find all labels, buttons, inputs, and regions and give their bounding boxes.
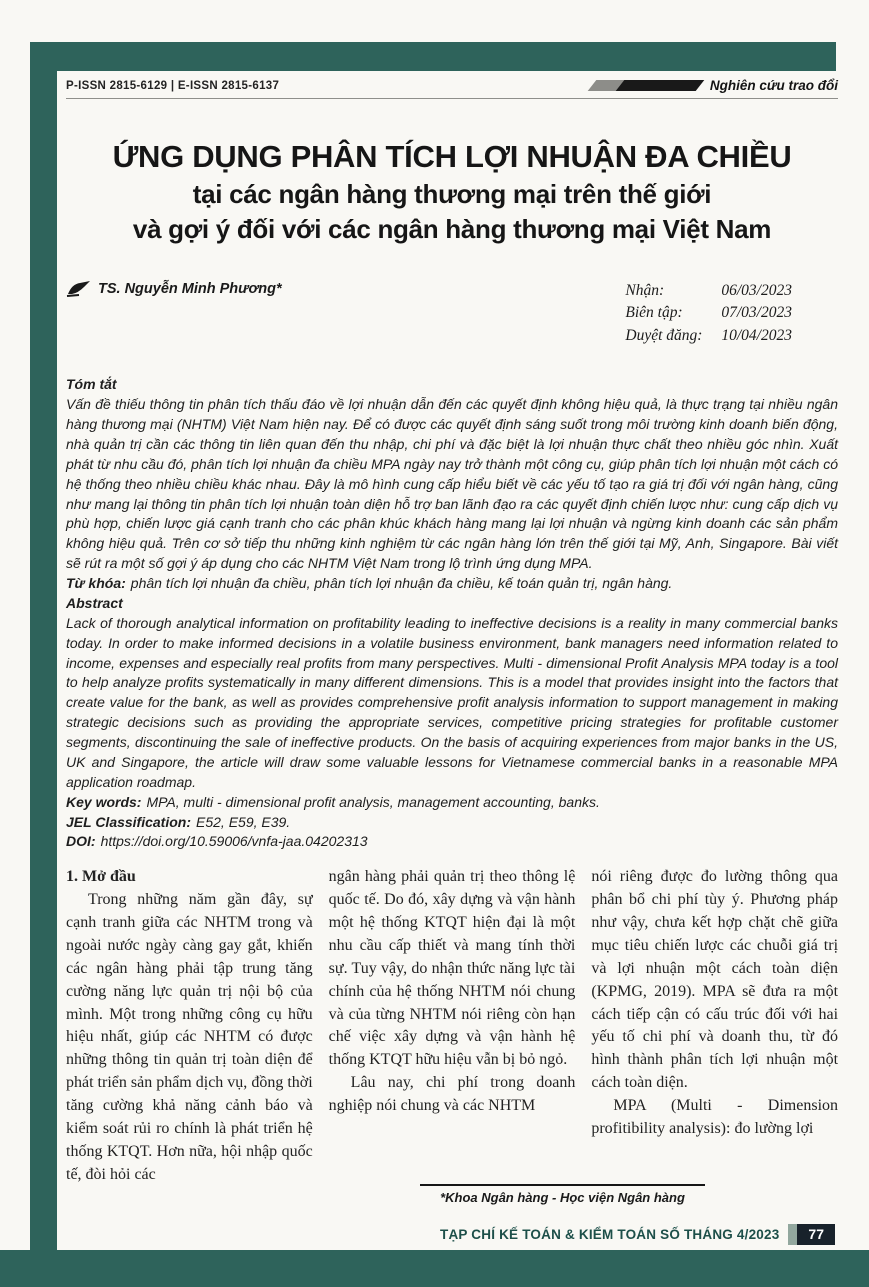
journal-footer-title: TẠP CHÍ KẾ TOÁN & KIỂM TOÁN SỐ THÁNG 4/2023: [440, 1227, 780, 1242]
jel-value: E52, E59, E39.: [196, 813, 291, 830]
section-1-heading: 1. Mở đầu: [66, 868, 136, 886]
title-line-3: và gợi ý đối với các ngân hàng thương mại Việt Nam: [132, 213, 772, 244]
doi-value: https://doi.org/10.59006/vnfa-jaa.04202313: [100, 833, 368, 850]
abstract-en-heading: Abstract: [66, 594, 123, 611]
keywords-en-line: [66, 793, 838, 813]
page-number-box: [788, 1224, 835, 1245]
col2-paragraph-2: Lâu nay, chi phí trong doanh nghiệp nói chung và các NHTM: [328, 1074, 576, 1115]
title-line-1: ỨNG DỤNG PHÂN TÍCH LỢI NHUẬN ĐA CHIỀU: [112, 139, 792, 174]
date-received: [625, 280, 792, 302]
body-column-3: [591, 866, 838, 1238]
author-name: TS. Nguyễn Minh Phương*: [98, 280, 282, 297]
col2-paragraph-1: ngân hàng phải quản trị theo thông lệ quốc tế. Do đó, xây dựng và vận hành một hệ thống KTQT hiện đại là một nhu cầu cấp thiết và mang tính thời sự. Tuy vậy, do nhận thức năng lực tài chính của hệ thống NHTM nói chung và của từng NHTM nói riêng còn hạn chế việc xây dựng và vận hành hệ thống KTQT hữu hiệu vẫn bị bỏ ngỏ.: [328, 868, 576, 1069]
date-edited-value: 07/03/2023: [721, 304, 792, 322]
abstract-vi-heading: Tóm tắt: [66, 376, 117, 393]
date-approved-label: Duyệt đăng:: [625, 326, 703, 344]
abstract-block: [66, 375, 838, 852]
dates-block: [625, 280, 792, 347]
page-border-left: [30, 42, 57, 1287]
section-tag: [592, 78, 838, 93]
col3-paragraph-1: nói riêng được đo lường thông qua phân bổ chi phí tùy ý. Phương pháp như vậy, chưa kết hợp chặt chẽ giữa mục tiêu chiến lược các chuỗi giá trị và lợi nhuận một cách toàn diện (KPMG, 2019). MPA sẽ đưa ra một cách tiếp cận có cấu trúc đối với hai yếu tố chi phí và doanh thu, từ đó hình thành phân tích lợi nhuận một cách toàn diện.: [591, 868, 839, 1092]
body-column-2: [329, 866, 576, 1238]
issn-text: P-ISSN 2815-6129 | E-ISSN 2815-6137: [66, 79, 280, 92]
date-edited-label: Biên tập:: [625, 304, 683, 322]
date-received-value: 06/03/2023: [721, 281, 792, 299]
keywords-vi-text: phân tích lợi nhuận đa chiều, phân tích lợi nhuận đa chiều, kế toán quản trị, ngân hàng.: [130, 575, 673, 592]
section-label: Nghiên cứu trao đổi: [709, 78, 838, 93]
journal-header: [66, 78, 838, 99]
meta-row: [66, 280, 838, 347]
col1-paragraph-1: Trong những năm gần đây, sự cạnh tranh giữa các NHTM trong và ngoài nước ngày càng gay gắt, khiến các ngân hàng phải tập trung tăng cường năng lực quản trị nội bộ của mình. Một trong những công cụ hữu hiệu nhất, giúp các NHTM có được những thông tin quản trị toàn diện để phát triển sản phẩm dịch vụ, đồng thời tăng cường khả năng cảnh báo và kiểm soát rủi ro chính là phát triển hệ thống KTQT. Hơn nữa, hội nhập quốc tế, đòi hỏi các: [66, 891, 313, 1183]
keywords-vi-label: Từ khóa:: [66, 575, 126, 592]
keywords-en-label: Key words:: [66, 793, 142, 810]
jel-line: [66, 813, 838, 833]
doi-label: DOI:: [66, 833, 96, 850]
page-number-accent: [788, 1224, 797, 1245]
section-divider-shape: [592, 80, 702, 91]
title-line-2: tại các ngân hàng thương mại trên thế giới: [192, 179, 712, 210]
article-title: [66, 137, 838, 246]
page-border-top: [30, 42, 836, 71]
abstract-vi-body: Vấn đề thiếu thông tin phân tích thấu đáo về lợi nhuận dẫn đến các quyết định không hiệu quả, là thực trạng tại nhiều ngân hàng thương mại (NHTM) Việt Nam hiện nay. Để có được các quyết định sáng suốt trong môi trường kinh doanh biến động, nhà quản trị cần các thông tin liên quan đến thu nhập, chi phí và đặc biệt là lợi nhuận thực chất theo nhiều góc nhìn. Xuất phát từ nhu cầu đó, phân tích lợi nhuận đa chiều MPA ngày nay trở thành một công cụ, giúp phân tích lợi nhuận một cách có hệ thống theo nhiều chiều khác nhau. Đây là mô hình cung cấp hiểu biết về các yếu tố tạo ra giá trị đối với ngân hàng, cũng như mang lại thông tin phân tích lợi nhuận toàn diện hỗ trợ ban lãnh đạo ra các quyết định chiến lược như: cung cấp dịch vụ phù hợp, chiến lược giá cạnh tranh cho các phân khúc khách hàng mang lại lợi nhuận và ngừng kinh doanh các sản phẩm không hiệu quả. Trên cơ sở tiếp thu những kinh nghiệm từ các ngân hàng lớn trên thế giới tại Mỹ, Anh, Singapore. Bài viết sẽ rút ra một số gợi ý áp dụng cho các NHTM Việt Nam trong lộ trình ứng dụng MPA.: [66, 396, 838, 572]
date-approved: [625, 325, 792, 347]
page-content: [66, 78, 838, 1238]
keywords-vi-line: [66, 574, 838, 594]
page-number: 77: [797, 1224, 835, 1245]
abstract-en-body: Lack of thorough analytical information on profitability leading to ineffective decisions is a reality in many commercial banks today. In order to make informed decisions in a volatile business environment, bank managers need information related to income, expenses and especially real profits from many perspectives. Multi - dimensional Profit Analysis MPA today is a tool to help analyze profits systematically in many different dimensions. This is a model that provides insight into the factors that create value for the bank, as well as provides comprehensive profit analysis information to support management in making strategic decisions such as providing the appropriate services, competitive pricing strategies for profitable customer segments, discontinuing the sale of ineffective products. On the basis of acquiring experiences from major banks in the US, UK and Singapore, the article will draw some valuable lessons for Vietnamese commercial banks in a reasonable MPA application roadmap.: [66, 614, 838, 790]
date-edited: [625, 302, 792, 324]
date-approved-value: 10/04/2023: [721, 326, 792, 344]
doi-line: [66, 832, 838, 852]
author-byline: [66, 280, 282, 298]
author-affiliation-footnote: *Khoa Ngân hàng - Học viện Ngân hàng: [420, 1184, 705, 1205]
slant-black-shape: [616, 80, 705, 91]
author-icon: [66, 280, 92, 298]
col3-paragraph-2: MPA (Multi - Dimension profitibility analysis): đo lường lợi: [591, 1097, 839, 1137]
jel-label: JEL Classification:: [66, 813, 192, 830]
keywords-en-text: MPA, multi - dimensional profit analysis, management accounting, banks.: [146, 793, 600, 810]
body-column-1: [66, 866, 313, 1238]
body-columns: [66, 866, 838, 1238]
page-footer: [66, 1224, 835, 1245]
page-border-bottom: [0, 1250, 869, 1287]
date-received-label: Nhận:: [625, 281, 665, 299]
